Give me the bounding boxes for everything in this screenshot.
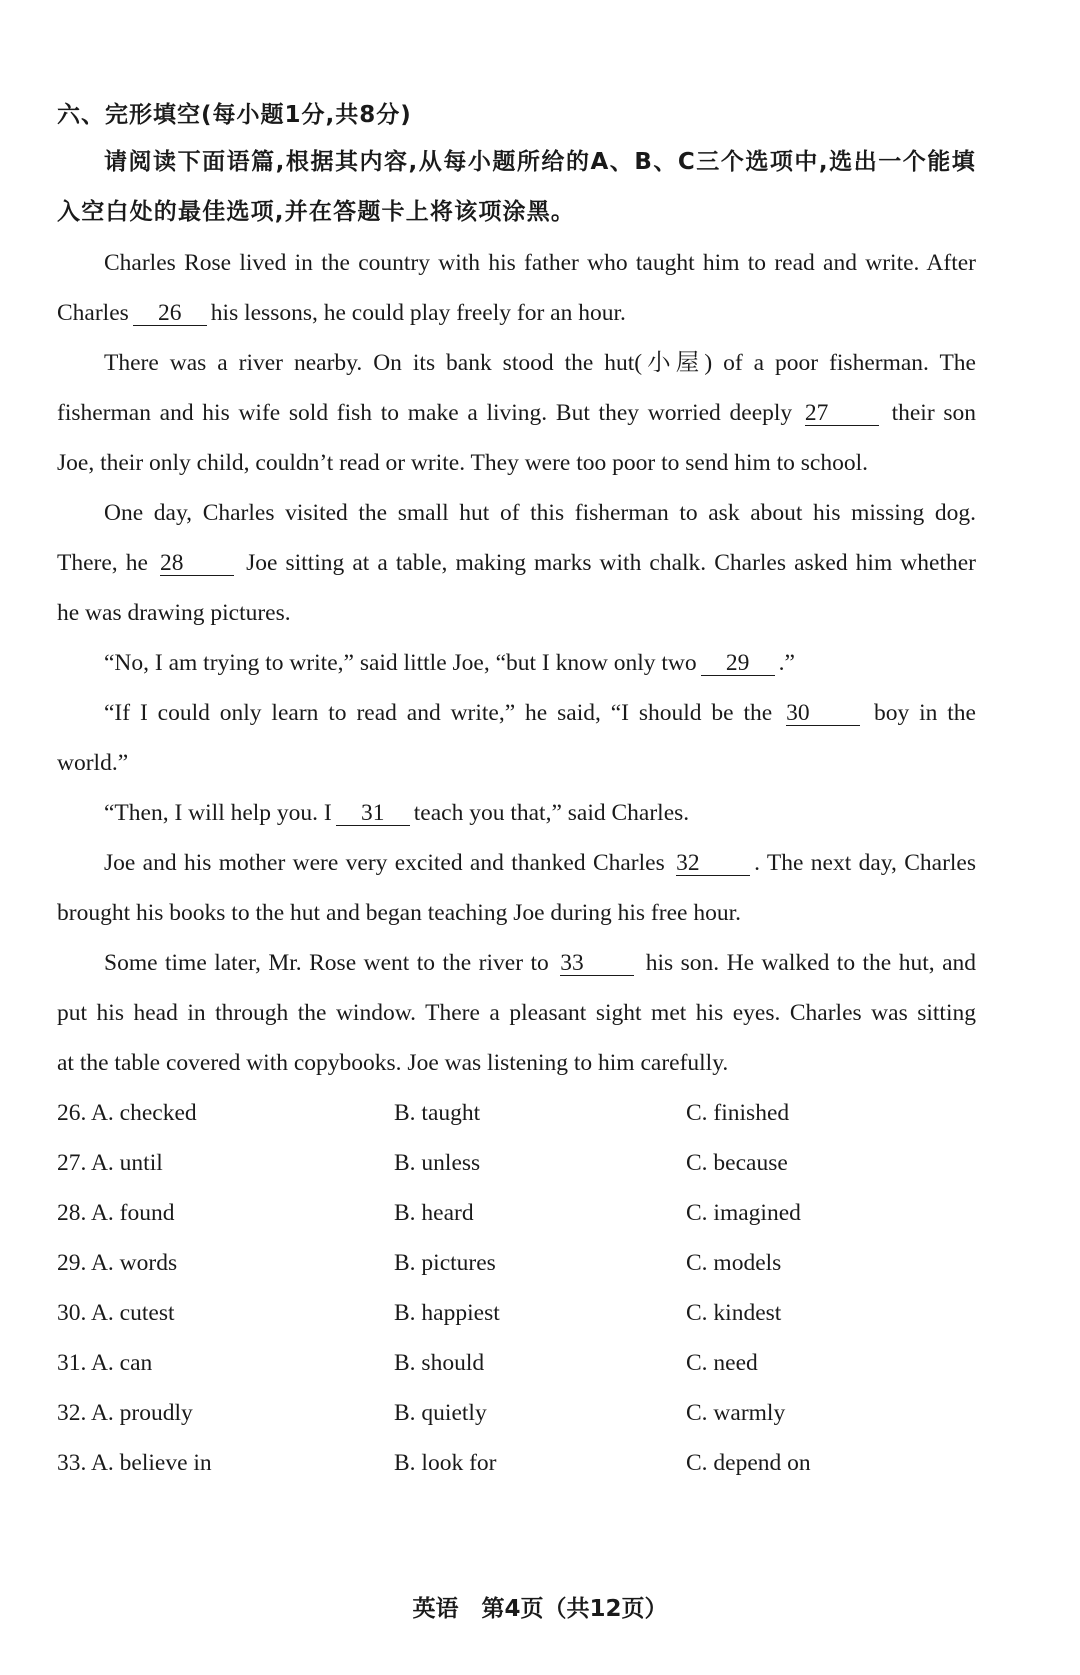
option-c: C. models [686,1250,782,1276]
passage-text: boy in the [873,700,976,726]
passage-line: at the table covered with copybooks. Joe was listening to him carefully. [57,1050,729,1076]
option-a: 28. A. found [57,1200,175,1226]
passage-line [57,398,976,428]
passage-text: Charles [57,300,129,326]
blank-32: 32 [676,851,750,876]
passage-line [104,698,976,728]
passage-text: Joe and his mother were very excited and thanked Charles [104,850,665,876]
passage-line: world.” [57,750,129,776]
passage-text: their son [891,400,977,426]
passage-line: Charles Rose lived in the country with his father who taught him to read and write. After [104,250,976,276]
passage-line [104,648,795,678]
passage-line [57,298,626,328]
option-c: C. warmly [686,1400,786,1426]
option-a: 31. A. can [57,1350,153,1376]
passage-line [104,848,976,878]
option-a: 27. A. until [57,1150,163,1176]
passage-line: put his head in through the window. There a pleasant sight met his eyes. Charles was sitting [57,1000,976,1026]
passage-line: he was drawing pictures. [57,600,291,626]
passage-text: Joe sitting at a table, making marks with chalk. Charles asked him whether [246,550,976,576]
instruction-line-1: 请阅读下面语篇,根据其内容,从每小题所给的A、B、C三个选项中,选出一个能填 [104,149,976,175]
instruction-line-2: 入空白处的最佳选项,并在答题卡上将该项涂黑。 [57,199,576,225]
passage-line: brought his books to the hut and began teaching Joe during his free hour. [57,900,741,926]
passage-line [104,948,976,978]
passage-text: his son. He walked to the hut, and [645,950,977,976]
passage-text: “Then, I will help you. I [104,800,332,826]
option-c: C. finished [686,1100,790,1126]
option-c: C. kindest [686,1300,782,1326]
section-title: 六、完形填空(每小题1分,共8分) [57,102,412,128]
passage-text: teach you that,” said Charles. [413,800,690,826]
option-b: B. pictures [394,1250,496,1276]
option-a: 26. A. checked [57,1100,197,1126]
blank-29: 29 [701,651,775,676]
blank-27: 27 [805,401,879,426]
page-footer: 英语 第4页（共12页） [412,1596,668,1622]
option-b: B. happiest [394,1300,500,1326]
passage-text: .” [778,650,795,676]
blank-31: 31 [336,801,410,826]
passage-text: Some time later, Mr. Rose went to the river to [104,950,549,976]
option-b: B. should [394,1350,485,1376]
option-c: C. imagined [686,1200,801,1226]
blank-30: 30 [786,701,860,726]
option-c: C. depend on [686,1450,811,1476]
passage-line: One day, Charles visited the small hut of this fisherman to ask about his missing dog. [104,500,976,526]
passage-line: Joe, their only child, couldn’t read or write. They were too poor to send him to school. [57,450,869,476]
passage-text: . The next day, Charles [754,850,977,876]
passage-text: fisherman and his wife sold fish to make a living. But they worried deeply [57,400,793,426]
option-a: 30. A. cutest [57,1300,175,1326]
option-a: 33. A. believe in [57,1450,212,1476]
passage-text: “If I could only learn to read and write,” he said, “I should be the [104,700,773,726]
passage-text: There, he [57,550,148,576]
passage-text: his lessons, he could play freely for an hour. [210,300,626,326]
option-b: B. taught [394,1100,481,1126]
option-a: 32. A. proudly [57,1400,193,1426]
blank-26: 26 [133,301,207,326]
option-b: B. quietly [394,1400,487,1426]
option-c: C. because [686,1150,788,1176]
passage-text: “No, I am trying to write,” said little Joe, “but I know only two [104,650,697,676]
option-a: 29. A. words [57,1250,178,1276]
option-b: B. unless [394,1150,481,1176]
option-b: B. look for [394,1450,497,1476]
option-c: C. need [686,1350,758,1376]
passage-line [57,548,976,578]
passage-line [104,798,689,828]
passage-line: There was a river nearby. On its bank stood the hut(小屋) of a poor fisherman. The [104,350,976,376]
blank-28: 28 [160,551,234,576]
blank-33: 33 [560,951,634,976]
option-b: B. heard [394,1200,474,1226]
